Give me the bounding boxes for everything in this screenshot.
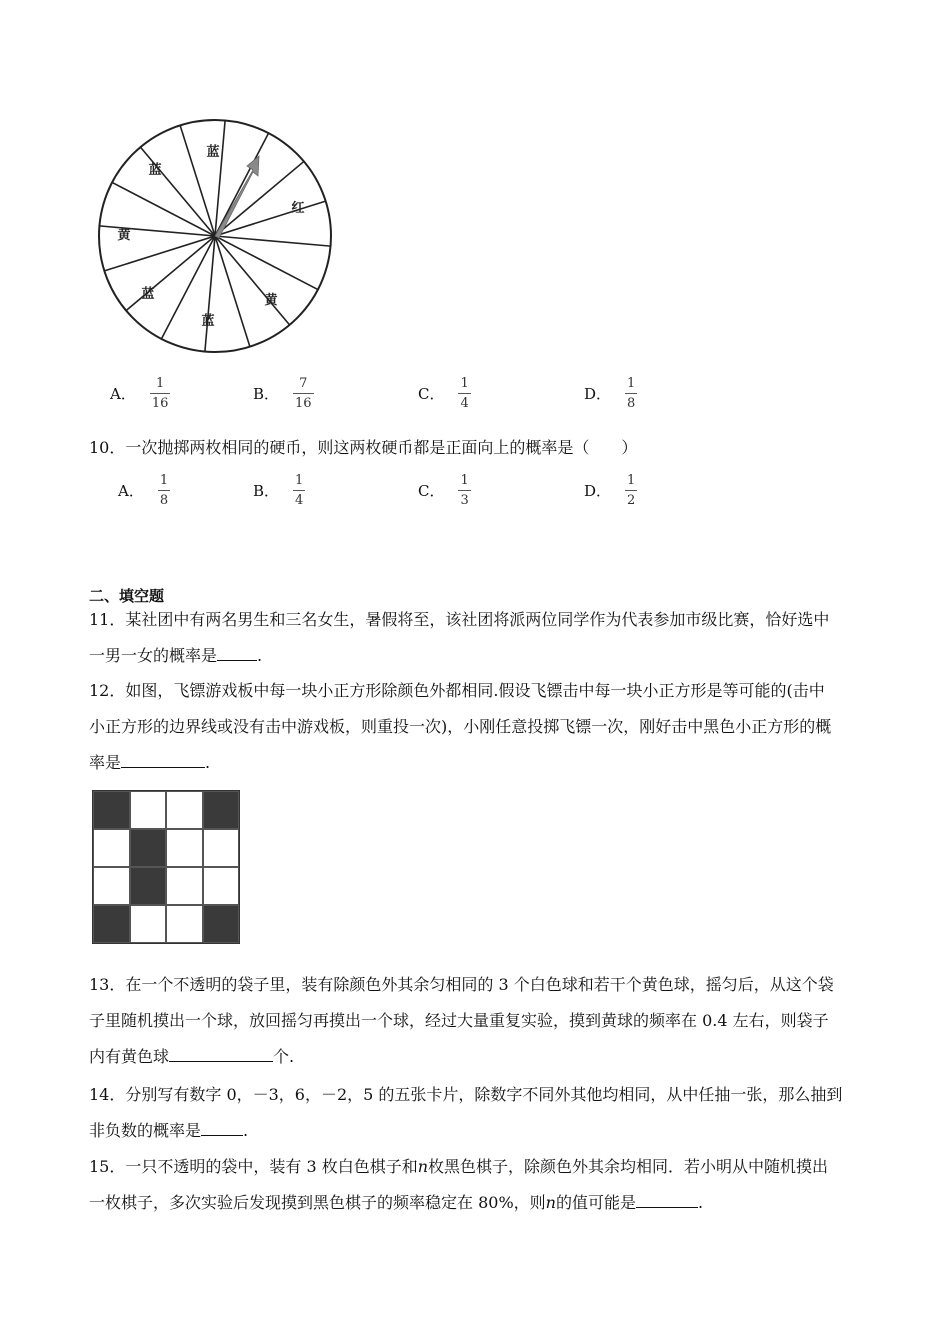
q15-line-1b: 枚黑色棋子，除颜色外其余均相同．若小明从中随机摸出 bbox=[428, 1157, 829, 1176]
q12-end: . bbox=[205, 753, 211, 772]
q10-option-d bbox=[584, 473, 637, 508]
white-square bbox=[203, 829, 240, 867]
q14-end: . bbox=[243, 1121, 249, 1140]
answer-blank bbox=[201, 1121, 243, 1136]
q10-option-a bbox=[118, 473, 170, 508]
black-square bbox=[203, 905, 240, 943]
numerator: 1 bbox=[627, 473, 636, 488]
option-letter: B． bbox=[253, 482, 280, 500]
q11-end: . bbox=[257, 646, 263, 665]
fraction bbox=[458, 376, 470, 411]
variable-n: n bbox=[417, 1157, 429, 1176]
wheel-label-blue-top: 蓝 bbox=[206, 145, 220, 160]
q13-line-2: 子里随机摸出一个球，放回摇匀再摸出一个球，经过大量重复实验，摸到黄球的频率在 0.4 左右，则袋子 bbox=[89, 1011, 829, 1030]
white-square bbox=[203, 867, 240, 905]
q15-line-1 bbox=[89, 1157, 828, 1177]
option-letter: D． bbox=[584, 385, 612, 403]
q15-line-2 bbox=[89, 1193, 703, 1213]
numerator: 1 bbox=[460, 376, 469, 391]
answer-blank bbox=[217, 646, 257, 661]
q14-line-2-text: 非负数的概率是 bbox=[89, 1121, 202, 1140]
option-letter: C． bbox=[418, 482, 445, 500]
white-square bbox=[130, 905, 167, 943]
black-square bbox=[203, 791, 240, 829]
q15-line-2a: 一枚棋子，多次实验后发现摸到黑色棋子的频率稳定在 80%，则 bbox=[89, 1193, 546, 1212]
wheel-label-blue-bottom: 蓝 bbox=[201, 314, 215, 329]
denominator: 4 bbox=[295, 493, 304, 508]
fraction bbox=[150, 376, 171, 411]
q15-line-1a: 15．一只不透明的袋中，装有 3 枚白色棋子和 bbox=[89, 1157, 418, 1176]
denominator: 8 bbox=[159, 493, 169, 508]
q13-end: 个. bbox=[273, 1047, 295, 1066]
option-letter: B． bbox=[253, 385, 280, 403]
fraction bbox=[458, 473, 470, 508]
numerator: 1 bbox=[155, 376, 165, 391]
q14-line-2 bbox=[89, 1121, 248, 1141]
denominator: 8 bbox=[627, 396, 636, 411]
variable-n: n bbox=[545, 1193, 556, 1212]
q9-option-c bbox=[418, 376, 471, 411]
q11-line-1: 11．某社团中有两名男生和三名女生，暑假将至，该社团将派两位同学作为代表参加市级比赛，恰好选中 bbox=[89, 610, 830, 629]
q14-line-1: 14．分别写有数字 0，－3，6，－2，5 的五张卡片，除数字不同外其他均相同，从中任抽一张，那么抽到 bbox=[89, 1085, 843, 1104]
answer-blank bbox=[121, 753, 205, 768]
denominator: 16 bbox=[151, 396, 169, 411]
black-square bbox=[130, 867, 167, 905]
answer-blank bbox=[636, 1193, 698, 1208]
numerator: 1 bbox=[460, 473, 469, 488]
option-letter: A． bbox=[118, 482, 144, 500]
numerator: 1 bbox=[295, 473, 304, 488]
wheel-label-blue-left: 蓝 bbox=[141, 287, 155, 302]
numerator: 1 bbox=[627, 376, 636, 391]
q11-line-2-text: 一男一女的概率是 bbox=[89, 646, 218, 665]
q12-line-1: 12．如图，飞镖游戏板中每一块小正方形除颜色外都相同.假设飞镖击中每一块小正方形是等可能的(击中 bbox=[89, 681, 825, 700]
wheel-label-yellow-left: 黄 bbox=[117, 228, 131, 243]
fraction bbox=[158, 473, 170, 508]
white-square bbox=[130, 791, 167, 829]
q12-line-3 bbox=[89, 753, 210, 773]
white-square bbox=[93, 867, 130, 905]
black-square bbox=[93, 791, 130, 829]
answer-blank bbox=[169, 1047, 273, 1062]
option-letter: A． bbox=[110, 385, 136, 403]
white-square bbox=[93, 829, 130, 867]
q13-line-3-text: 内有黄色球 bbox=[89, 1047, 170, 1066]
denominator: 3 bbox=[460, 493, 469, 508]
q11-line-2 bbox=[89, 646, 262, 666]
fraction bbox=[293, 473, 305, 508]
numerator: 1 bbox=[159, 473, 169, 488]
wheel-label-red: 红 bbox=[291, 201, 305, 216]
black-square bbox=[130, 829, 167, 867]
denominator: 4 bbox=[460, 396, 469, 411]
dartboard-grid bbox=[92, 790, 240, 944]
white-square bbox=[166, 867, 203, 905]
white-square bbox=[166, 829, 203, 867]
numerator: 7 bbox=[299, 376, 308, 391]
fraction bbox=[625, 376, 637, 411]
wheel-label-yellow-right: 黄 bbox=[264, 293, 278, 308]
black-square bbox=[93, 905, 130, 943]
fraction bbox=[625, 473, 637, 508]
spinner-wheel bbox=[95, 118, 335, 358]
q13-line-3 bbox=[89, 1047, 294, 1067]
q15-line-2b: 的值可能是 bbox=[555, 1193, 636, 1212]
q10-text: 10．一次抛掷两枚相同的硬币，则这两枚硬币都是正面向上的概率是（ ） bbox=[89, 438, 638, 457]
white-square bbox=[166, 791, 203, 829]
q13-line-1: 13．在一个不透明的袋子里，装有除颜色外其余匀相同的 3 个白色球和若干个黄色球，摇匀后，从这个袋 bbox=[89, 975, 834, 994]
q10-option-c bbox=[418, 473, 471, 508]
q9-option-a bbox=[110, 376, 170, 411]
wheel-label-blue-topleft: 蓝 bbox=[148, 163, 162, 178]
section-title: 二、填空题 bbox=[89, 587, 165, 605]
option-letter: C． bbox=[418, 385, 445, 403]
q12-line-2: 小正方形的边界线或没有击中游戏板，则重投一次)，小刚任意投掷飞镖一次，刚好击中黑色小正方形的概 bbox=[89, 717, 832, 736]
fraction bbox=[293, 376, 314, 411]
q9-option-d bbox=[584, 376, 637, 411]
q9-option-b bbox=[253, 376, 314, 411]
option-letter: D． bbox=[584, 482, 612, 500]
q10-option-b bbox=[253, 473, 305, 508]
q12-line-3-text: 率是 bbox=[89, 753, 122, 772]
q15-end: . bbox=[697, 1193, 704, 1212]
white-square bbox=[166, 905, 203, 943]
denominator: 16 bbox=[295, 396, 312, 411]
denominator: 2 bbox=[627, 493, 636, 508]
